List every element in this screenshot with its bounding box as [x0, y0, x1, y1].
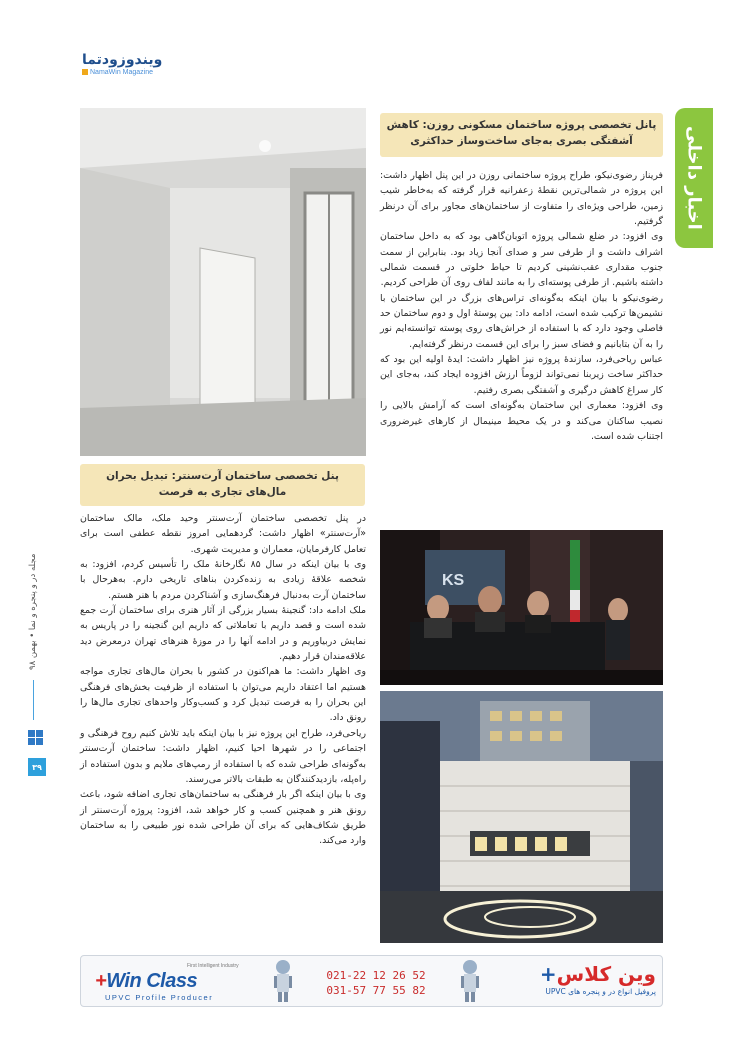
ad-brand-en-sub: UPVC Profile Producer — [105, 993, 214, 1002]
article2-paragraph: ریاحی‌فرد، طراح این پروژه نیز با بیان اینکه باید تلاش کنیم روح فرهنگی و اجتماعی را در شهرها احیا کنیم، اظهار داشت: ساختمان آرت‌سنتر به‌گونه‌ای طراحی شده که با استفاده از رمپ‌های ملایم و بدون استفاده از راه‌پله، بازدیدکنندگان به طبقات بالاتر می‌رسند. — [80, 727, 366, 785]
article1-paragraph: وی افزود: معماری این ساختمان به‌گونه‌ای است که آرامش بالایی را نصیب ساکنان می‌کند و در یک محیط مینیمال از کارهای غیرضروری اجتناب شده است. — [380, 400, 663, 442]
article2-paragraph: وی با بیان اینکه اگر بار فرهنگی به ساختمان‌های تجاری اضافه شود، باعث رونق هنر و همچنین کسب و کار خواهد شد، افزود: پروژه آرت‌سنتر از طریق شکاف‌هایی که برای آن طراحی شده نور طبیعی را به ساختمان وارد می‌کند. — [80, 789, 366, 847]
ad-phones — [321, 968, 431, 998]
ad-brand-fa-sub: پروفیل انواع در و پنجره های UPVC — [545, 987, 656, 996]
divider — [33, 680, 34, 720]
ad-brand-en — [95, 970, 197, 993]
ad-phone: 031-57 77 55 82 — [326, 984, 426, 997]
article1-paragraph: رضوی‌نیکو با بیان اینکه به‌گونه‌ای تراس‌های بزرگ در این ساختمان با نشیمن‌ها ترکیب شده است، ادامه داد: بین پوستهٔ اول و دوم ساختمان حد فاصلی وجود دارد که با استفاده از خراش‌های روی پوسته توانسته‌ایم نور را به آن بتابانیم و فضای سبز را برای این قسمت درنظر گرفته‌ایم. — [380, 292, 663, 350]
masthead-logo-en-text: NamaWin Magazine — [90, 69, 154, 76]
window-icon — [28, 730, 44, 748]
ad-tagline: First Intelligent Industry — [187, 963, 239, 969]
robot-mascot-icon — [269, 958, 297, 1004]
ad-brand-fa-text: وین کلاس — [556, 962, 656, 986]
interior-room-photo — [80, 108, 366, 456]
article2-paragraph: ملک ادامه داد: گنجینهٔ بسیار بزرگی از آثار هنری برای ساختمان آرت جمع شده است و قصد داریم با تعاملاتی که داریم این گنجینه را در پاریس به نمایش دربیاوریم و در ادامه آنها را در موزهٔ هنرهای تهران درمعرض دید علاقه‌مندان قرار دهیم. — [80, 605, 366, 663]
article1-paragraph: وی افزود: در ضلع شمالی پروژه اتوبان‌گاهی بود که به داخل ساختمان اشراف داشت و از طرفی سر و صدای آنجا زیاد بود. بنابراین از سمت جنوب مقداری عقب‌نشینی کردیم تا حیاط خلوتی در قسمت شمالی داشته باشیم. از طرفی پوسته‌ای را به مانند لفاف روی آن طراحی کردیم. — [380, 231, 663, 289]
masthead-logo-en — [82, 68, 182, 78]
ad-brand-fa — [511, 962, 656, 986]
building-exterior-photo — [380, 691, 663, 943]
plus-icon: + — [539, 962, 557, 986]
section-tab-label: اخبار داخلی — [683, 126, 705, 230]
article1-headline: پانل تخصصی پروژه ساختمان مسکونی روزن: کاهش آشفتگی بصری به‌جای ساخت‌وساز حداکثری — [380, 113, 663, 157]
article2-paragraph: وی اظهار داشت: ما هم‌اکنون در کشور با بحران مال‌های تجاری مواجه هستیم اما اعتقاد داریم می‌توان با استفاده از ظرفیت بخش‌های فرهنگی این بحران را به فرصت تبدیل کرد و کسب‌وکار واحدهای تجاری مال‌ها را رونق داد. — [80, 666, 366, 724]
masthead-logo-fa: ویندوزو‌دتما — [82, 52, 163, 68]
ad-brand-fa-block — [511, 962, 656, 998]
svg-text:KS: KS — [442, 572, 465, 589]
plus-icon: + — [95, 970, 107, 992]
magazine-masthead — [82, 52, 182, 82]
square-icon — [82, 69, 88, 75]
article1-body — [380, 168, 663, 523]
magazine-issue-info: مجله در و پنجره و نما • بهمن ۹۸ — [28, 553, 38, 670]
ad-phone: 021-22 12 26 52 — [326, 969, 426, 982]
section-tab — [675, 108, 713, 248]
page-number: ۳۹ — [28, 758, 46, 776]
robot-mascot-icon — [456, 958, 484, 1004]
article2-paragraph: در پنل تخصصی ساختمان آرت‌سنتر وحید ملک، مالک ساختمان «آرت‌سنتر» اظهار داشت: گردهمایی امروز نقطه عطفی است برای تعامل کارفرمایان، معماران و مدیریت شهری. — [80, 513, 366, 555]
article2-body — [80, 511, 366, 951]
article2-paragraph: وی با بیان اینکه در سال ۸۵ نگارخانهٔ ملک را تأسیس کردم، افزود: به شخصه علاقهٔ زیادی به زنده‌کردن بناهای تاریخی دارم. به‌هرحال با ساختمان آرت به‌دنبال فرهنگ‌سازی و آشناکردن مردم با هنر هستم. — [80, 559, 366, 601]
article2-headline: پنل تخصصی ساختمان آرت‌سنتر: تبدیل بحران مال‌های تجاری به فرصت — [80, 464, 365, 506]
ad-brand-en-text: Win Class — [106, 970, 198, 992]
conference-panel-photo — [380, 530, 663, 685]
ad-banner[interactable] — [80, 955, 663, 1007]
article1-paragraph: فریناز رضوی‌نیکو، طراح پروژه ساختمانی روزن در این پنل اظهار داشت: این پروژه در شمالی‌ترین نقطهٔ زعفرانیه قرار گرفته که به‌خاطر شیب زمین، طراحی ویژه‌ای را متفاوت از ساختمان‌های مجاور برای آن درنظر گرفتیم. — [380, 170, 663, 228]
article1-paragraph: عباس ریاحی‌فرد، سازندهٔ پروژه نیز اظهار داشت: ایدهٔ اولیه این بود که حداکثر ساخت زیربنا نمی‌تواند لزوماً ارزش افزوده ایجاد کند، به‌جای این کار سراغ کاهش درگیری و آشفتگی بصری رفتیم. — [380, 354, 663, 396]
